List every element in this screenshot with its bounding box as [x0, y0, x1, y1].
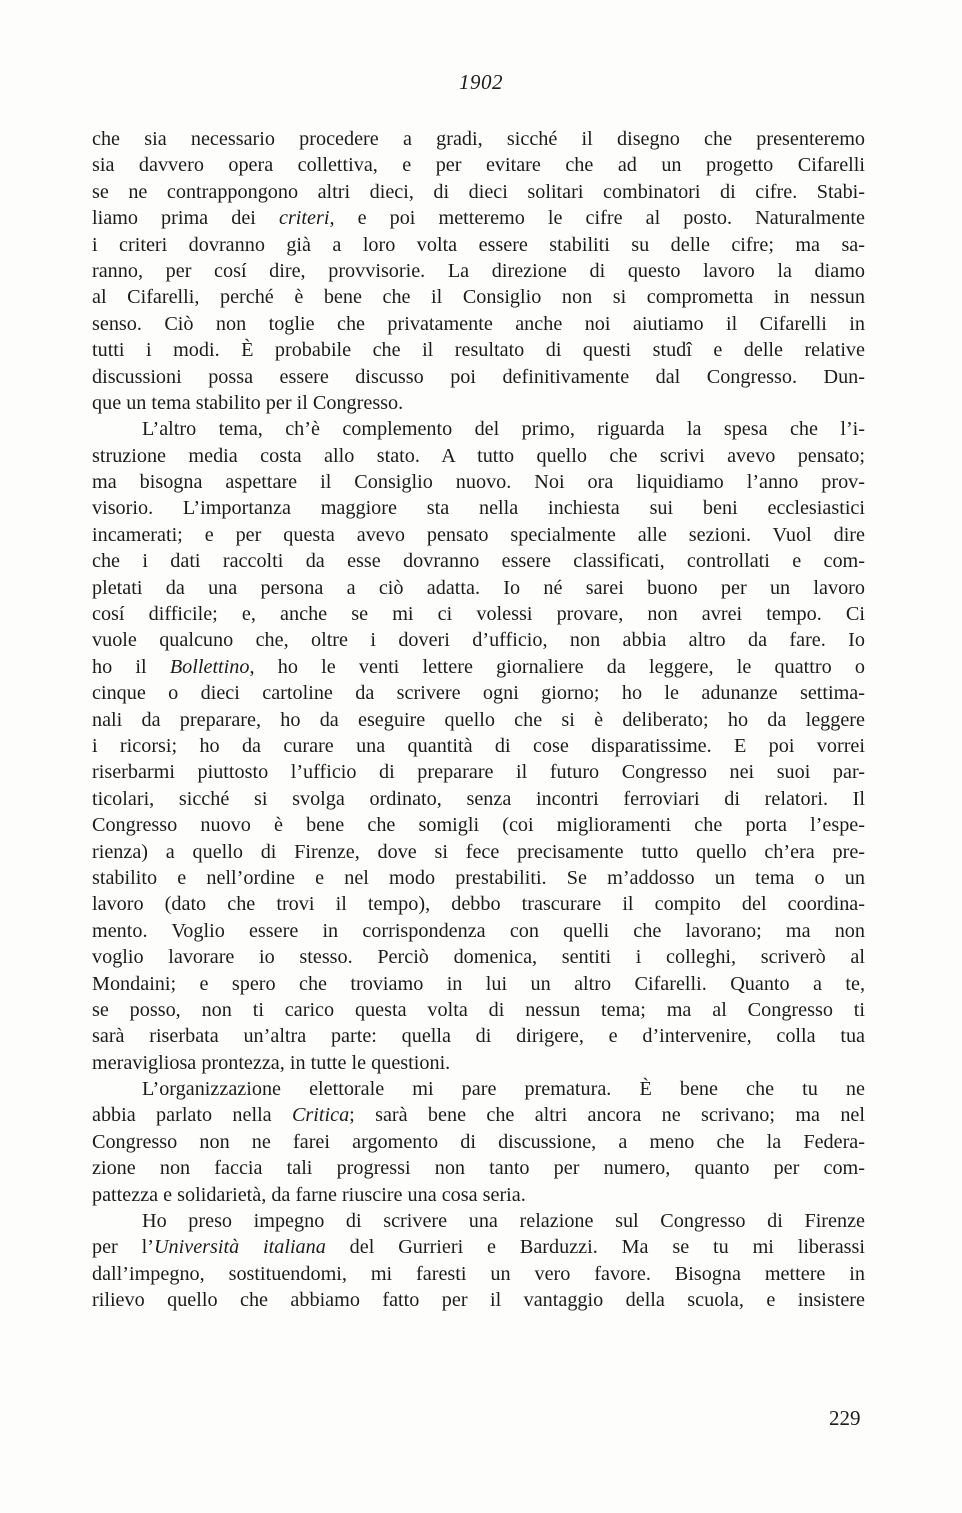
text-line: vuole qualcuno che, oltre i doveri d’ufficio, non abbia altro da fare. Io: [92, 629, 865, 652]
text-line: riserbarmi piuttosto l’ufficio di preparare il futuro Congresso nei suoi par-: [92, 761, 865, 784]
emphasis-critica: Critica: [291, 1104, 350, 1127]
text-line: visorio. L’importanza maggiore sta nella inchiesta sui beni ecclesiastici: [92, 497, 865, 520]
text-run: , e poi metteremo le cifre al posto. Naturalmente: [329, 207, 865, 230]
text-run: del Gurrieri e Barduzzi. Ma se tu mi liberassi: [325, 1236, 865, 1259]
text-line: [92, 1234, 865, 1260]
text-line: tutti i modi. È probabile che il resultato di questi studî e delle relative: [92, 339, 865, 362]
text-line: [92, 1102, 865, 1128]
text-line: lavoro (dato che trovi il tempo), debbo trascurare il compito del coordina-: [92, 893, 865, 916]
text-run: ho il: [92, 655, 170, 678]
text-line: ranno, per cosí dire, provvisorie. La direzione di questo lavoro la diamo: [92, 259, 865, 282]
text-line: i ricorsi; ho da curare una quantità di cose disparatissime. E poi vorrei: [92, 734, 865, 757]
text-line: cinque o dieci cartoline da scrivere ogni giorno; ho le adunanze settima-: [92, 682, 865, 705]
text-line: cosí difficile; e, anche se mi ci volessi provare, non avrei tempo. Ci: [92, 603, 865, 626]
text-line: se ne contrappongono altri dieci, di dieci solitari combinatori di cifre. Stabi-: [92, 180, 865, 203]
text-line: [92, 654, 865, 680]
paragraph-start-line: L’organizzazione elettorale mi pare prematura. È bene che tu ne: [142, 1078, 865, 1101]
text-line: che sia necessario procedere a gradi, sicché il disegno che presenteremo: [92, 128, 865, 150]
text-line: se posso, non ti carico questa volta di nessun tema; ma al Congresso ti: [92, 998, 865, 1021]
text-run: , ho le venti lettere giornaliere da leggere, le quattro o: [249, 655, 865, 678]
text-line: rienza) a quello di Firenze, dove si fece precisamente tutto quello ch’era pre-: [92, 840, 865, 863]
text-line: sia davvero opera collettiva, e per evitare che ad un progetto Cifarelli: [92, 154, 865, 177]
running-head-year: 1902: [459, 70, 503, 94]
text-run: abbia parlato nella: [92, 1104, 292, 1127]
text-line: struzione media costa allo stato. A tutto quello che scrivi avevo pensato;: [92, 444, 865, 467]
text-line: Congresso nuovo è bene che somigli (coi miglioramenti che porta l’espe-: [92, 814, 865, 837]
text-line: meravigliosa prontezza, in tutte le questioni.: [92, 1051, 451, 1074]
text-run: per l’: [92, 1236, 154, 1259]
text-line: pattezza e solidarietà, da farne riuscire una cosa seria.: [92, 1183, 526, 1206]
text-line: Congresso non ne farei argomento di discussione, a meno che la Federa-: [92, 1130, 865, 1153]
emphasis-universita-italiana: Università italiana: [153, 1236, 326, 1259]
text-line: incamerati; e per questa avevo pensato specialmente alle sezioni. Vuol dire: [92, 523, 865, 546]
paragraph-start-line: Ho preso impegno di scrivere una relazione sul Congresso di Firenze: [142, 1210, 865, 1233]
text-line: al Cifarelli, perché è bene che il Consiglio non si comprometta in nessun: [92, 286, 865, 309]
emphasis-bollettino: Bollettino: [169, 655, 250, 678]
text-line: ma bisogna aspettare il Consiglio nuovo. Noi ora liquidiamo l’anno prov-: [92, 471, 865, 494]
text-line: dall’impegno, sostituendomi, mi faresti un vero favore. Bisogna mettere in: [92, 1262, 865, 1285]
text-line: que un tema stabilito per il Congresso.: [92, 391, 404, 414]
emphasis-criteri: criteri: [278, 207, 330, 230]
text-line: mento. Voglio essere in corrispondenza con quelli che lavorano; ma non: [92, 919, 865, 942]
text-line: senso. Ciò non toglie che privatamente anche noi aiutiamo il Cifarelli in: [92, 312, 865, 335]
text-line: che i dati raccolti da esse dovranno essere classificati, controllati e com-: [92, 550, 865, 573]
text-line: pletati da una persona a ciò adatta. Io né sarei buono per un lavoro: [92, 576, 865, 599]
text-line: sarà riserbata un’altra parte: quella di dirigere, e d’intervenire, colla tua: [92, 1025, 865, 1048]
text-line: discussioni possa essere discusso poi definitivamente dal Congresso. Dun-: [92, 365, 865, 388]
text-run: ; sarà bene che altri ancora ne scrivano; ma nel: [349, 1104, 865, 1127]
letter-body-text: [92, 126, 865, 1314]
text-line: Mondaini; e spero che troviamo in lui un altro Cifarelli. Quanto a te,: [92, 972, 865, 995]
text-line: i criteri dovranno già a loro volta essere stabiliti su delle cifre; ma sa-: [92, 233, 865, 256]
page-number: 229: [829, 1406, 861, 1430]
text-line: ticolari, sicché si svolga ordinato, senza incontri ferroviari di relatori. Il: [92, 787, 865, 810]
text-line: stabilito e nell’ordine e nel modo prestabiliti. Se m’addosso un tema o un: [92, 866, 865, 889]
paragraph-start-line: L’altro tema, ch’è complemento del primo, riguarda la spesa che l’i-: [142, 418, 865, 441]
text-line: zione non faccia tali progressi non tanto per numero, quanto per com-: [92, 1157, 865, 1180]
text-line: rilievo quello che abbiamo fatto per il vantaggio della scuola, e insistere: [92, 1289, 865, 1312]
text-line: [92, 205, 865, 231]
text-run: liamo prima dei: [92, 207, 279, 230]
text-line: voglio lavorare io stesso. Perciò domenica, sentiti i colleghi, scriverò al: [92, 946, 865, 969]
text-line: nali da preparare, ho da eseguire quello che si è deliberato; ho da leggere: [92, 708, 865, 731]
